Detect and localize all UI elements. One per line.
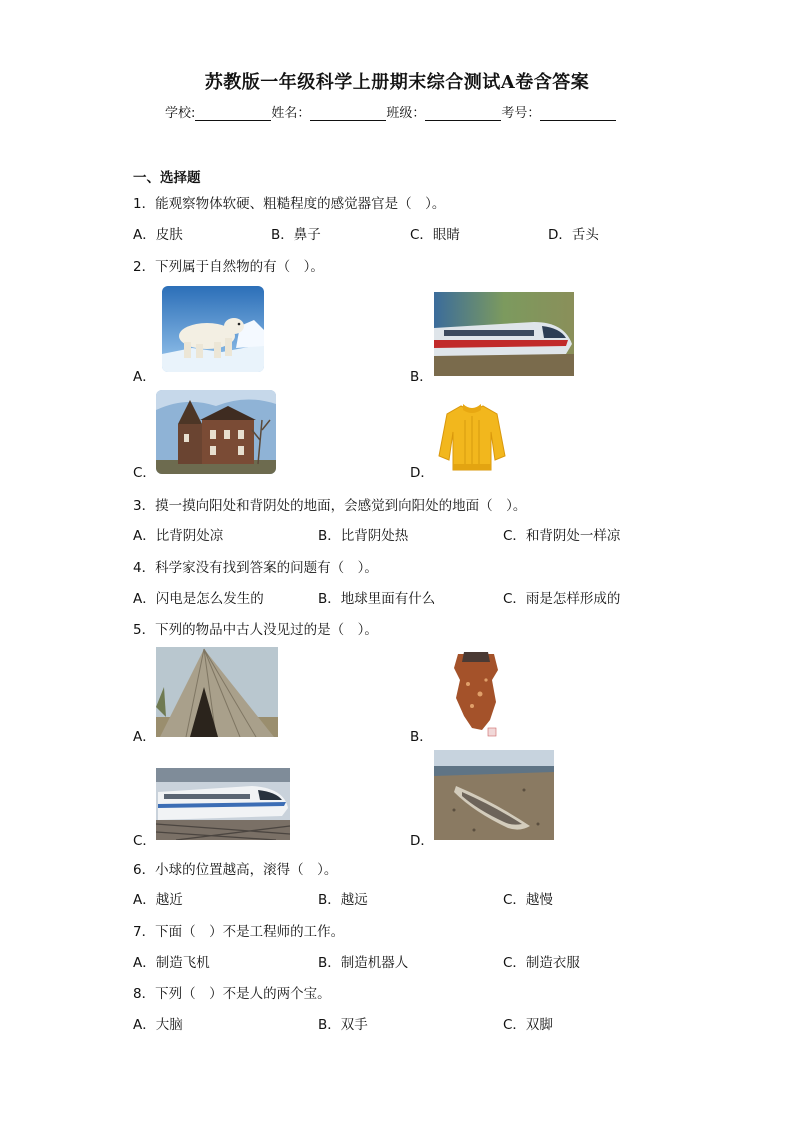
name-blank[interactable] xyxy=(310,106,386,121)
thatched-hut-photo-icon[interactable] xyxy=(156,647,278,737)
question-7-stem: 7．下面（ ）不是工程师的工作。 xyxy=(133,924,345,940)
high-speed-train-photo-icon[interactable] xyxy=(434,292,574,376)
question-3-option-a[interactable]: A．比背阴处凉 xyxy=(133,528,224,544)
question-3-option-c[interactable]: C．和背阴处一样凉 xyxy=(503,528,621,544)
school-label: 学校: xyxy=(165,106,196,121)
question-6-option-c[interactable]: C．越慢 xyxy=(503,892,553,908)
question-8-stem: 8．下列（ ）不是人的两个宝。 xyxy=(133,986,331,1002)
question-5-option-b-label[interactable]: B． xyxy=(410,729,433,745)
question-6-option-a[interactable]: A．越近 xyxy=(133,892,183,908)
name-label: 姓名： xyxy=(271,106,311,121)
exam-no-label: 考号： xyxy=(501,106,541,121)
bullet-train-photo-icon[interactable] xyxy=(156,768,290,840)
question-7-option-a[interactable]: A．制造飞机 xyxy=(133,955,210,971)
question-3-option-b[interactable]: B．比背阴处热 xyxy=(318,528,409,544)
yellow-sweater-photo-icon[interactable] xyxy=(437,400,507,474)
question-1-option-c[interactable]: C．眼睛 xyxy=(410,227,460,243)
class-blank[interactable] xyxy=(425,106,501,121)
question-2-option-d-label[interactable]: D． xyxy=(410,465,434,481)
question-8-option-c[interactable]: C．双脚 xyxy=(503,1017,553,1033)
question-8-option-b[interactable]: B．双手 xyxy=(318,1017,368,1033)
exam-no-blank[interactable] xyxy=(540,106,616,121)
wooden-house-photo-icon[interactable] xyxy=(156,390,276,474)
question-1-stem: 1．能观察物体软硬、粗糙程度的感觉器官是（ ）。 xyxy=(133,196,446,212)
class-label: 班级： xyxy=(386,106,426,121)
question-6-stem: 6．小球的位置越高，滚得（ ）。 xyxy=(133,862,338,878)
question-2-option-a-label[interactable]: A． xyxy=(133,369,156,385)
question-4-option-b[interactable]: B．地球里面有什么 xyxy=(318,591,436,607)
school-blank[interactable] xyxy=(195,106,271,121)
question-5-option-c-label[interactable]: C． xyxy=(133,833,156,849)
polar-bear-photo-icon[interactable] xyxy=(162,286,264,372)
question-5-option-a-label[interactable]: A． xyxy=(133,729,156,745)
question-7-option-c[interactable]: C．制造衣服 xyxy=(503,955,580,971)
question-2-option-b-label[interactable]: B． xyxy=(410,369,433,385)
question-1-option-d[interactable]: D．舌头 xyxy=(548,227,599,243)
dugout-canoe-photo-icon[interactable] xyxy=(434,750,554,840)
question-1-option-a[interactable]: A．皮肤 xyxy=(133,227,183,243)
animal-skin-clothing-photo-icon[interactable] xyxy=(450,650,502,738)
question-5-stem: 5．下列的物品中古人没见过的是（ ）。 xyxy=(133,622,378,638)
question-4-option-a[interactable]: A．闪电是怎么发生的 xyxy=(133,591,264,607)
question-4-stem: 4．科学家没有找到答案的问题有（ ）。 xyxy=(133,560,378,576)
student-info-line xyxy=(165,102,616,121)
question-2-stem: 2．下列属于自然物的有（ ）。 xyxy=(133,259,324,275)
question-4-option-c[interactable]: C．雨是怎样形成的 xyxy=(503,591,621,607)
question-2-option-c-label[interactable]: C． xyxy=(133,465,156,481)
question-3-stem: 3．摸一摸向阳处和背阴处的地面，会感觉到向阳处的地面（ ）。 xyxy=(133,498,527,514)
question-7-option-b[interactable]: B．制造机器人 xyxy=(318,955,409,971)
page-title: 苏教版一年级科学上册期末综合测试A卷含答案 xyxy=(204,72,590,93)
question-8-option-a[interactable]: A．大脑 xyxy=(133,1017,183,1033)
question-5-option-d-label[interactable]: D． xyxy=(410,833,434,849)
question-6-option-b[interactable]: B．越远 xyxy=(318,892,368,908)
question-1-option-b[interactable]: B．鼻子 xyxy=(271,227,321,243)
section-title: 一、选择题 xyxy=(133,170,201,186)
